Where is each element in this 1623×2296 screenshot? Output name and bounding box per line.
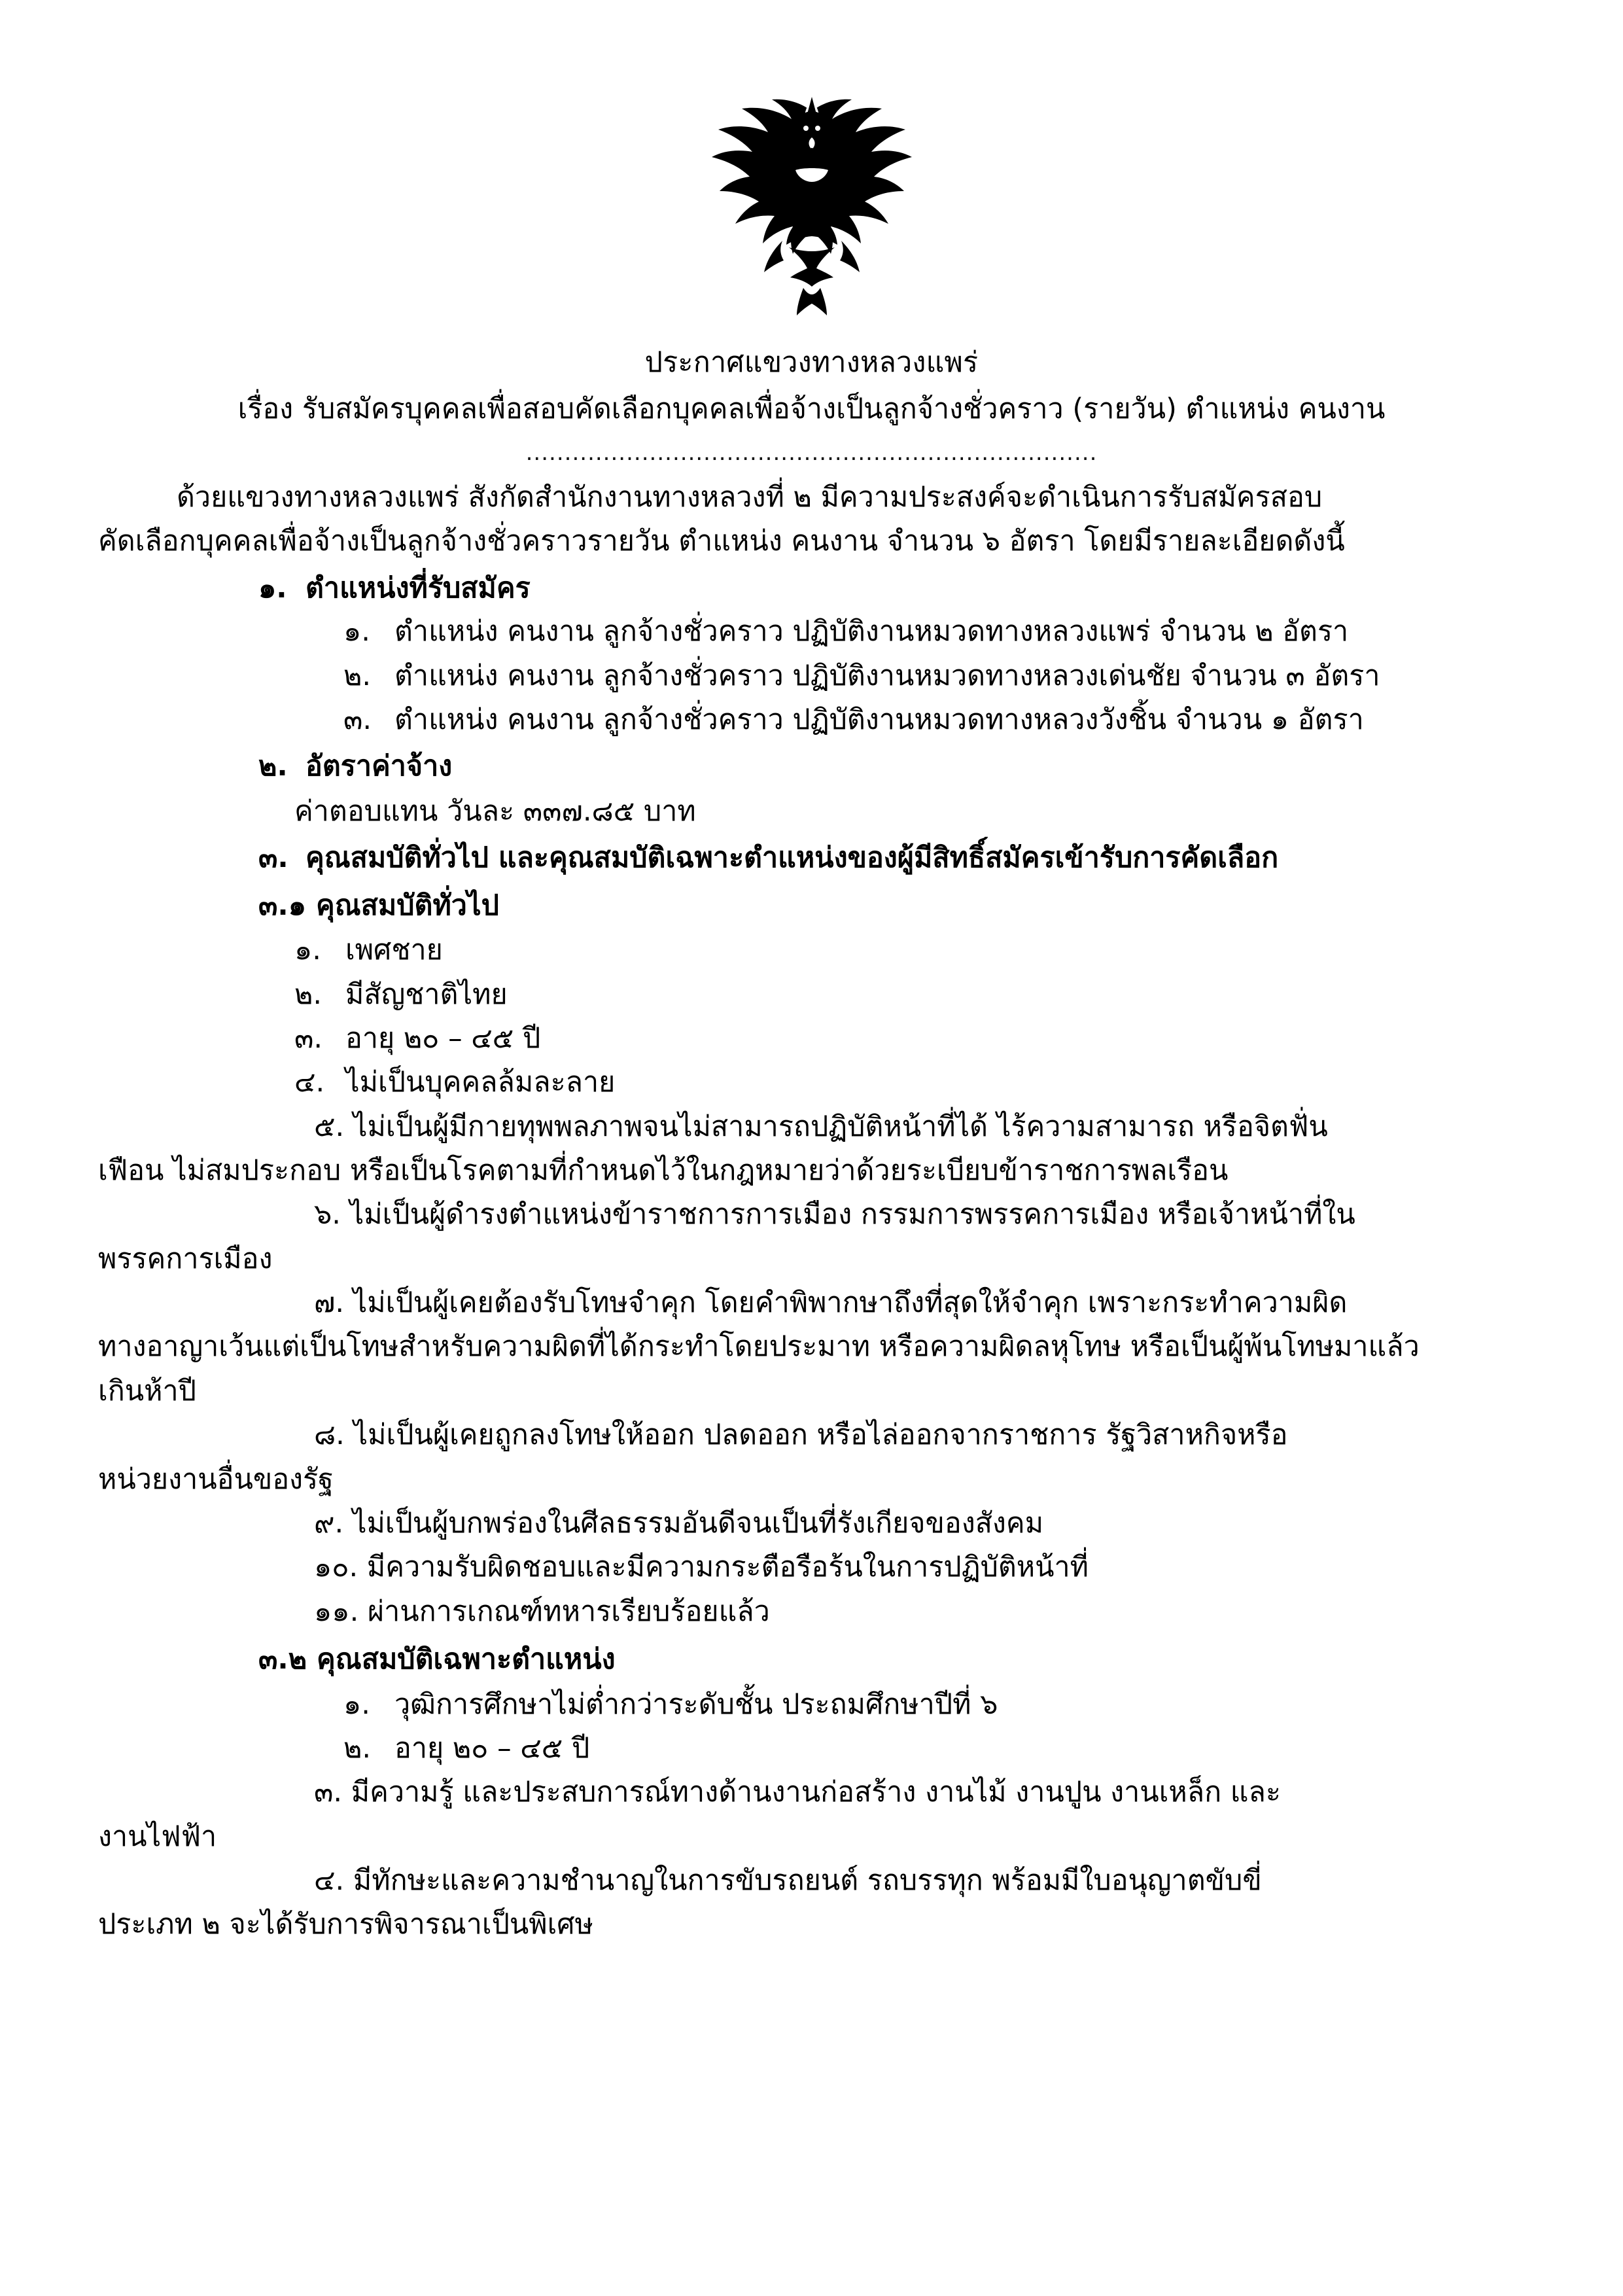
list-item-continuation: งานไฟฟ้า [98, 1820, 217, 1853]
divider-dots: .......................................................................... [525, 440, 1098, 467]
list-item [98, 1061, 1525, 1104]
item-number: ๑. [343, 615, 370, 648]
section-3-2-heading: ๓.๒ คุณสมบัติเฉพาะตำแหน่ง [258, 1643, 616, 1676]
section-3-number: ๓. [258, 841, 288, 875]
intro-paragraph-line-1: ด้วยแขวงทางหลวงแพร่ สังกัดสำนักงานทางหลวงที่ ๒ มีความประสงค์จะดำเนินการรับสมัครสอบ [177, 481, 1323, 514]
list-item [98, 974, 1525, 1016]
item-number: ๒. [343, 659, 372, 692]
item-number: ๑. [294, 934, 321, 967]
list-item: ๓. มีความรู้ และประสบการณ์ทางด้านงานก่อสร้าง งานไม้ งานปูน งานเหล็ก และ [314, 1776, 1281, 1809]
section-3-1-heading: ๓.๑ คุณสมบัติทั่วไป [258, 889, 499, 922]
section-3-title: คุณสมบัติทั่วไป และคุณสมบัติเฉพาะตำแหน่งของผู้มีสิทธิ์สมัครเข้ารับการคัดเลือก [305, 841, 1279, 875]
list-item [98, 610, 1525, 653]
list-item [98, 929, 1525, 972]
item-text: ไม่เป็นบุคคลล้มละลาย [345, 1066, 616, 1099]
item-number: ๓. [343, 703, 372, 737]
list-item [98, 1017, 1525, 1060]
list-item-continuation: เฟือน ไม่สมประกอบ หรือเป็นโรคตามที่กำหนดไว้ในกฎหมายว่าด้วยระเบียบข้าราชการพลเรือน [98, 1154, 1229, 1188]
list-item-continuation: ทางอาญาเว้นแต่เป็นโทษสำหรับความผิดที่ได้กระทำโดยประมาท หรือความผิดลหุโทษ หรือเป็นผู้พ้นโทษมาแล้ว [98, 1330, 1420, 1364]
list-item [98, 655, 1525, 698]
item-text: อายุ ๒๐ – ๔๕ ปี [394, 1731, 590, 1765]
section-2-title: อัตราค่าจ้าง [305, 750, 453, 783]
list-item: ๑๑. ผ่านการเกณฑ์ทหารเรียบร้อยแล้ว [314, 1595, 770, 1628]
item-text: ตำแหน่ง คนงาน ลูกจ้างชั่วคราว ปฏิบัติงานหมวดทางหลวงเด่นชัย จำนวน ๓ อัตรา [394, 659, 1380, 692]
list-item: ๑๐. มีความรับผิดชอบและมีความกระตือรือร้นในการปฏิบัติหน้าที่ [314, 1551, 1089, 1584]
list-item-continuation: หน่วยงานอื่นของรัฐ [98, 1462, 334, 1496]
list-item [98, 699, 1525, 741]
section-3-heading [98, 837, 1525, 879]
list-item: ๖. ไม่เป็นผู้ดำรงตำแหน่งข้าราชการการเมือง กรรมการพรรคการเมือง หรือเจ้าหน้าที่ใน [314, 1198, 1355, 1231]
list-item-continuation: ประเภท ๒ จะได้รับการพิจารณาเป็นพิเศษ [98, 1908, 593, 1941]
item-text: เพศชาย [345, 934, 443, 967]
list-item: ๘. ไม่เป็นผู้เคยถูกลงโทษให้ออก ปลดออก หรือไล่ออกจากราชการ รัฐวิสาหกิจหรือ [314, 1419, 1288, 1452]
list-item-continuation: พรรคการเมือง [98, 1242, 273, 1275]
item-text: ตำแหน่ง คนงาน ลูกจ้างชั่วคราว ปฏิบัติงานหมวดทางหลวงวังชิ้น จำนวน ๑ อัตรา [394, 703, 1364, 737]
section-1-number: ๑. [258, 571, 287, 605]
item-text: อายุ ๒๐ – ๔๕ ปี [345, 1021, 541, 1055]
section-2-number: ๒. [258, 750, 288, 783]
item-number: ๑. [343, 1687, 370, 1721]
page-title: ประกาศแขวงทางหลวงแพร่ [644, 346, 979, 379]
list-item [98, 1684, 1525, 1726]
section-1-heading [98, 567, 1525, 610]
list-item: ๔. มีทักษะและความชำนาญในการขับรถยนต์ รถบรรทุก พร้อมมีใบอนุญาตขับขี่ [314, 1863, 1262, 1897]
item-number: ๓. [294, 1021, 323, 1055]
item-text: ตำแหน่ง คนงาน ลูกจ้างชั่วคราว ปฏิบัติงานหมวดทางหลวงแพร่ จำนวน ๒ อัตรา [394, 615, 1349, 648]
section-2-heading [98, 745, 1525, 788]
page-subtitle: เรื่อง รับสมัครบุคคลเพื่อสอบคัดเลือกบุคคลเพื่อจ้างเป็นลูกจ้างชั่วคราว (รายวัน) ตำแหน่ง คนงาน [237, 393, 1386, 426]
item-text: มีสัญชาติไทย [345, 978, 508, 1011]
list-item: ๗. ไม่เป็นผู้เคยต้องรับโทษจำคุก โดยคำพิพากษาถึงที่สุดให้จำคุก เพราะกระทำความผิด [314, 1286, 1348, 1320]
list-item-continuation: เกินห้าปี [98, 1374, 196, 1407]
intro-paragraph-line-2: คัดเลือกบุคคลเพื่อจ้างเป็นลูกจ้างชั่วคราวรายวัน ตำแหน่ง คนงาน จำนวน ๖ อัตรา โดยมีรายละเอียดดังนี้ [98, 525, 1345, 558]
item-text: วุฒิการศึกษาไม่ต่ำกว่าระดับชั้น ประถมศึกษาปีที่ ๖ [394, 1687, 998, 1721]
item-number: ๒. [343, 1731, 372, 1765]
item-number: ๒. [294, 978, 323, 1011]
garuda-emblem [704, 85, 920, 327]
list-item: ๕. ไม่เป็นผู้มีกายทุพพลภาพจนไม่สามารถปฏิบัติหน้าที่ได้ ไร้ความสามารถ หรือจิตฟั่น [314, 1110, 1328, 1143]
list-item: ๙. ไม่เป็นผู้บกพร่องในศีลธรรมอันดีจนเป็นที่รังเกียจของสังคม [314, 1506, 1044, 1540]
item-number: ๔. [294, 1066, 325, 1099]
wage-text: ค่าตอบแทน วันละ ๓๓๗.๘๕ บาท [294, 794, 696, 828]
emblem-container [98, 85, 1525, 327]
list-item [98, 1727, 1525, 1770]
section-1-title: ตำแหน่งที่รับสมัคร [305, 571, 531, 605]
